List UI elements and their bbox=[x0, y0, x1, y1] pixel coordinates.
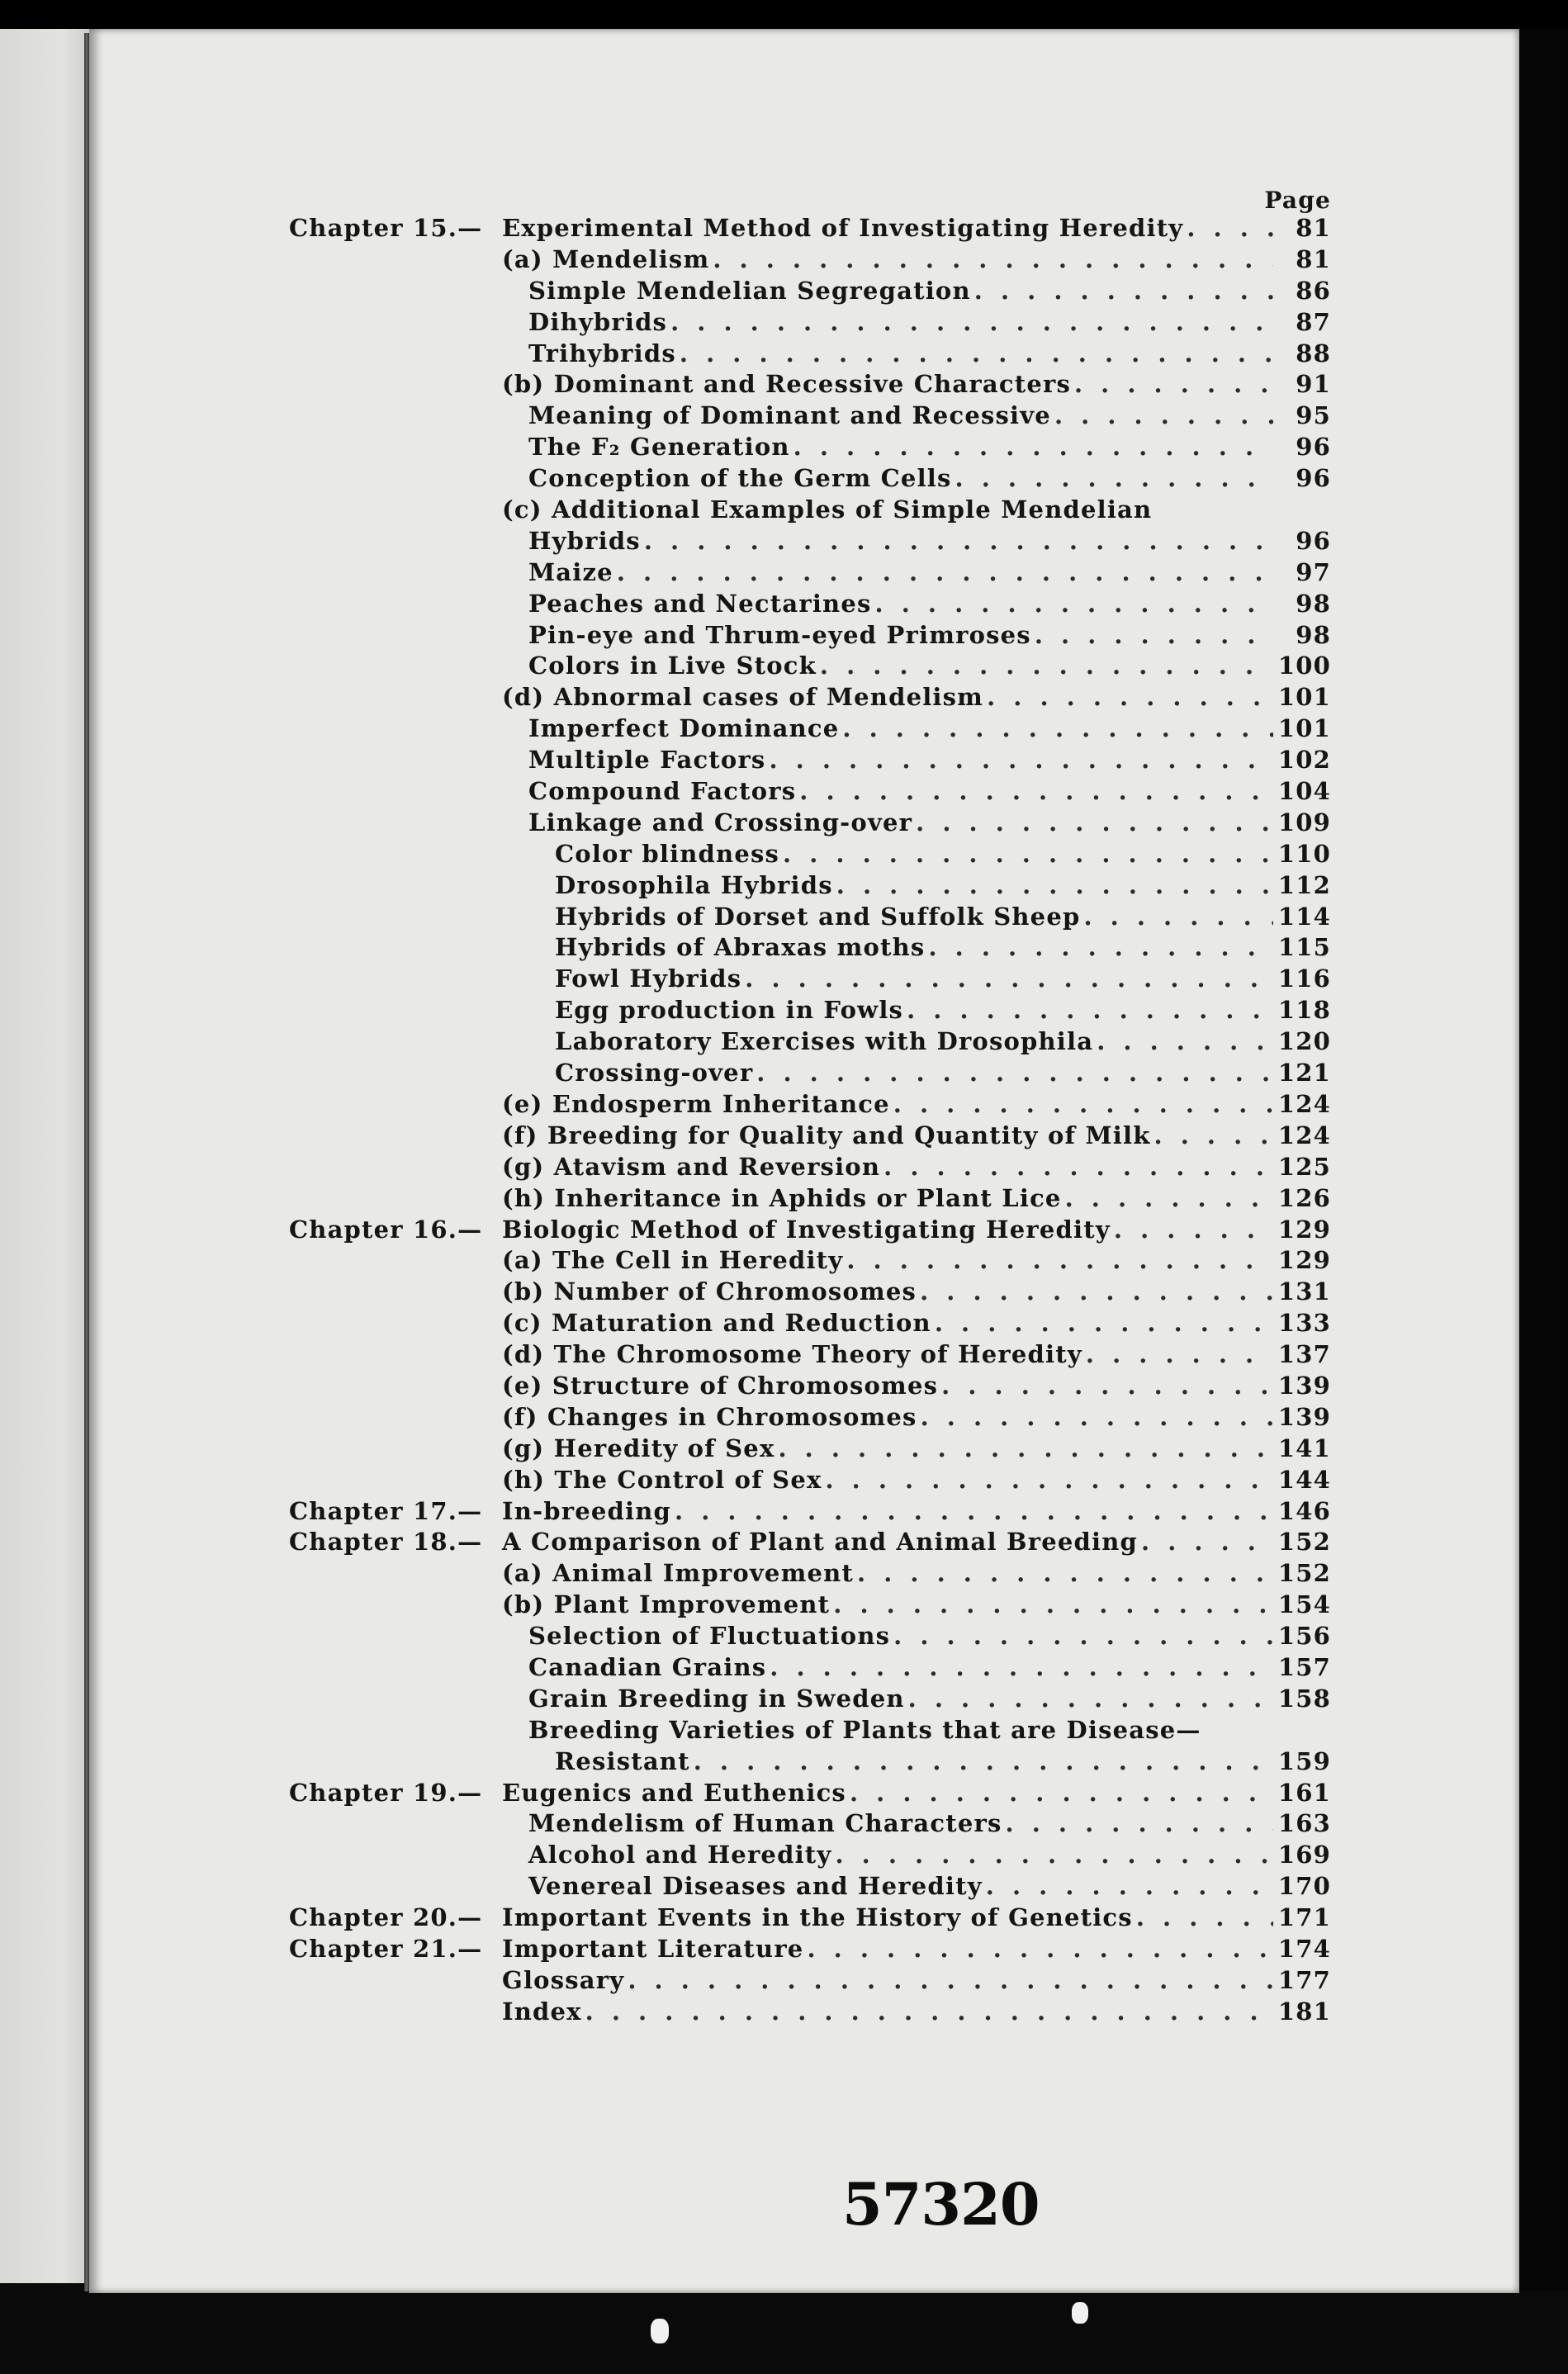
entry-title: (c) Additional Examples of Simple Mendelian bbox=[502, 495, 1153, 524]
dot-leader bbox=[624, 1965, 1273, 1997]
page-number: 102 bbox=[1277, 746, 1331, 775]
toc-entry bbox=[289, 808, 1331, 839]
page-number: 133 bbox=[1277, 1309, 1331, 1338]
dot-leader bbox=[833, 870, 1273, 902]
entry-title: (d) Abnormal cases of Mendelism bbox=[502, 683, 984, 712]
page-number: 96 bbox=[1296, 526, 1331, 555]
page-number: 171 bbox=[1277, 1903, 1331, 1932]
dot-leader bbox=[1002, 1808, 1274, 1840]
page-number: 98 bbox=[1296, 589, 1331, 618]
entry-title: Index bbox=[502, 1997, 582, 2026]
page-number: 100 bbox=[1277, 652, 1331, 680]
page-number: 88 bbox=[1296, 339, 1331, 367]
toc-entry bbox=[289, 839, 1331, 870]
page-number: 169 bbox=[1277, 1841, 1331, 1869]
entry-title: (h) The Control of Sex bbox=[502, 1465, 822, 1494]
dot-leader bbox=[1093, 1026, 1273, 1058]
entry-title: A Comparison of Plant and Animal Breeding bbox=[502, 1528, 1139, 1557]
entry-title: (a) Mendelism bbox=[502, 244, 710, 273]
entry-title: (a) Animal Improvement bbox=[502, 1559, 854, 1588]
entry-title: (d) The Chromosome Theory of Heredity bbox=[502, 1340, 1082, 1369]
entry-title: Linkage and Crossing-over bbox=[528, 808, 913, 836]
page-number: 126 bbox=[1277, 1183, 1331, 1212]
page-number: 101 bbox=[1277, 683, 1331, 712]
page-number: 144 bbox=[1277, 1465, 1331, 1494]
toc-entry bbox=[289, 1121, 1331, 1152]
entry-title: Resistant bbox=[555, 1746, 690, 1775]
toc-entry bbox=[289, 1778, 1331, 1809]
entry-title: Compound Factors bbox=[528, 777, 797, 806]
dot-leader bbox=[925, 932, 1273, 964]
toc-entry bbox=[289, 1746, 1331, 1778]
page-number: 116 bbox=[1277, 964, 1331, 993]
entry-title: (g) Heredity of Sex bbox=[502, 1433, 775, 1462]
chapter-label: Chapter 18.— bbox=[289, 1528, 483, 1557]
toc-entry bbox=[289, 1621, 1331, 1652]
entry-title: (c) Maturation and Reduction bbox=[502, 1309, 931, 1338]
entry-title: Glossary bbox=[502, 1965, 625, 1994]
toc-entry bbox=[289, 713, 1331, 745]
entry-title: Hybrids of Abraxas moths bbox=[555, 933, 926, 962]
toc-entry bbox=[289, 1339, 1331, 1371]
dot-leader bbox=[830, 1590, 1273, 1621]
entry-title: Trihybrids bbox=[528, 339, 676, 367]
entry-title: (g) Atavism and Reversion bbox=[502, 1152, 881, 1181]
dot-leader bbox=[822, 1465, 1273, 1496]
toc-entry bbox=[289, 1058, 1331, 1089]
dot-leader bbox=[872, 589, 1274, 620]
dot-leader bbox=[1082, 1339, 1273, 1371]
toc-entry bbox=[289, 213, 1331, 244]
toc-entry bbox=[289, 1152, 1331, 1183]
page-number: 146 bbox=[1277, 1496, 1331, 1525]
entry-title: Simple Mendelian Segregation bbox=[528, 276, 971, 305]
toc-entry bbox=[289, 1590, 1331, 1621]
dot-leader bbox=[983, 682, 1273, 713]
toc-entry bbox=[289, 463, 1331, 495]
page-number: 104 bbox=[1277, 777, 1331, 806]
toc-entry bbox=[289, 682, 1331, 713]
entry-title: Fowl Hybrids bbox=[555, 964, 742, 993]
scan-speck bbox=[1072, 2302, 1088, 2324]
entry-title: Laboratory Exercises with Drosophila bbox=[555, 1027, 1094, 1056]
page-number: 152 bbox=[1277, 1559, 1331, 1588]
dot-leader bbox=[1138, 1527, 1273, 1558]
page-number: 170 bbox=[1277, 1872, 1331, 1901]
page-number: 115 bbox=[1277, 933, 1331, 962]
entry-title: Colors in Live Stock bbox=[528, 652, 817, 680]
toc-entry bbox=[289, 870, 1331, 902]
entry-title: Important Events in the History of Genetics bbox=[502, 1903, 1133, 1932]
page-number: 97 bbox=[1296, 557, 1331, 586]
dot-leader bbox=[753, 1058, 1273, 1089]
page-number: 91 bbox=[1296, 370, 1331, 399]
dot-leader bbox=[741, 964, 1273, 995]
entry-title: Drosophila Hybrids bbox=[555, 870, 833, 899]
entry-title: (b) Plant Improvement bbox=[502, 1590, 831, 1619]
page-number: 163 bbox=[1277, 1809, 1331, 1838]
toc-entry bbox=[289, 1245, 1331, 1277]
toc-entry bbox=[289, 1496, 1331, 1528]
toc-entry bbox=[289, 1871, 1331, 1903]
dot-leader bbox=[843, 1245, 1273, 1277]
dot-leader bbox=[765, 745, 1273, 776]
entry-title: Hybrids of Dorset and Suffolk Sheep bbox=[555, 902, 1081, 931]
page-number: 129 bbox=[1277, 1215, 1331, 1244]
toc-entry bbox=[289, 1997, 1331, 2028]
toc-entry bbox=[289, 1558, 1331, 1590]
page-number: 181 bbox=[1277, 1997, 1331, 2026]
toc-entry bbox=[289, 1840, 1331, 1871]
dot-leader bbox=[983, 1871, 1273, 1903]
entry-title: (h) Inheritance in Aphids or Plant Lice bbox=[502, 1183, 1062, 1212]
binding-gutter bbox=[84, 33, 89, 2291]
dot-leader bbox=[912, 808, 1273, 839]
toc-entry bbox=[289, 432, 1331, 463]
dot-leader bbox=[766, 1652, 1273, 1684]
page-number: 86 bbox=[1296, 276, 1331, 305]
page-number: 159 bbox=[1277, 1746, 1331, 1775]
page-number: 174 bbox=[1277, 1934, 1331, 1963]
entry-title: Grain Breeding in Sweden bbox=[528, 1684, 905, 1713]
toc-entry bbox=[289, 1215, 1331, 1246]
entry-title: Dihybrids bbox=[528, 307, 668, 336]
page-number: 114 bbox=[1277, 902, 1331, 931]
entry-title: (f) Changes in Chromosomes bbox=[502, 1402, 917, 1431]
page-number: 98 bbox=[1296, 620, 1331, 649]
dot-leader bbox=[1062, 1183, 1273, 1215]
toc-entry bbox=[289, 1089, 1331, 1121]
page-number: 124 bbox=[1277, 1089, 1331, 1118]
dot-leader bbox=[690, 1746, 1273, 1778]
entry-title: Crossing-over bbox=[555, 1059, 754, 1087]
dot-leader bbox=[1080, 902, 1273, 933]
toc-entry bbox=[289, 307, 1331, 339]
entry-title: Venereal Diseases and Heredity bbox=[528, 1872, 983, 1901]
toc-entry bbox=[289, 276, 1331, 307]
chapter-label: Chapter 21.— bbox=[289, 1934, 483, 1963]
chapter-label: Chapter 17.— bbox=[289, 1496, 483, 1525]
dot-leader bbox=[903, 995, 1273, 1026]
dot-leader bbox=[1133, 1903, 1273, 1934]
toc-entry bbox=[289, 776, 1331, 808]
entry-title: Selection of Fluctuations bbox=[528, 1622, 891, 1651]
toc-entry bbox=[289, 1652, 1331, 1684]
entry-title: Experimental Method of Investigating Heredity bbox=[502, 214, 1184, 242]
dot-leader bbox=[938, 1371, 1273, 1402]
dot-leader bbox=[1031, 620, 1273, 652]
entry-title: Egg production in Fowls bbox=[555, 996, 904, 1025]
scan-top-edge bbox=[0, 0, 1568, 29]
dot-leader bbox=[952, 463, 1273, 495]
entry-title: Breeding Varieties of Plants that are Disease— bbox=[528, 1715, 1201, 1744]
entry-title: Multiple Factors bbox=[528, 746, 766, 775]
page-number: 129 bbox=[1277, 1246, 1331, 1275]
entry-title: (b) Number of Chromosomes bbox=[502, 1277, 917, 1306]
toc-entry bbox=[289, 995, 1331, 1026]
dot-leader bbox=[803, 1934, 1273, 1965]
dot-leader bbox=[890, 1621, 1273, 1652]
page-number: 87 bbox=[1296, 307, 1331, 336]
dot-leader bbox=[817, 651, 1273, 682]
page-number: 121 bbox=[1277, 1059, 1331, 1087]
entry-title: Eugenics and Euthenics bbox=[502, 1778, 846, 1807]
toc-entry bbox=[289, 400, 1331, 432]
entry-title: Peaches and Nectarines bbox=[528, 589, 872, 618]
entry-title: (e) Structure of Chromosomes bbox=[502, 1371, 939, 1400]
scan-bottom-edge bbox=[0, 2293, 1568, 2374]
toc-entry bbox=[289, 964, 1331, 995]
dot-leader bbox=[854, 1558, 1273, 1590]
toc-entry bbox=[289, 1433, 1331, 1465]
page-number: 156 bbox=[1277, 1622, 1331, 1651]
entry-title: (e) Endosperm Inheritance bbox=[502, 1089, 890, 1118]
dot-leader bbox=[667, 307, 1273, 339]
page-number: 157 bbox=[1277, 1652, 1331, 1681]
page-number: 96 bbox=[1296, 433, 1331, 462]
dot-leader bbox=[880, 1152, 1273, 1183]
toc-entry bbox=[289, 495, 1331, 526]
toc-entry bbox=[289, 620, 1331, 652]
page-number: 95 bbox=[1296, 401, 1331, 430]
toc-entry bbox=[289, 526, 1331, 557]
dot-leader bbox=[846, 1778, 1273, 1809]
toc-entry bbox=[289, 1277, 1331, 1308]
page-number: 125 bbox=[1277, 1152, 1331, 1181]
entry-title: In-breeding bbox=[502, 1496, 671, 1525]
toc-entry bbox=[289, 651, 1331, 682]
entry-title: Conception of the Germ Cells bbox=[528, 464, 952, 493]
scan-speck bbox=[651, 2319, 669, 2343]
toc-entry bbox=[289, 1715, 1331, 1746]
dot-leader bbox=[613, 557, 1273, 589]
page-number: 101 bbox=[1277, 714, 1331, 743]
page-number: 81 bbox=[1296, 214, 1331, 242]
page-number: 139 bbox=[1277, 1402, 1331, 1431]
page-number: 152 bbox=[1277, 1528, 1331, 1557]
page-number: 109 bbox=[1277, 808, 1331, 836]
entry-title: Imperfect Dominance bbox=[528, 714, 840, 743]
dot-leader bbox=[775, 1433, 1273, 1465]
chapter-label: Chapter 15.— bbox=[289, 214, 483, 242]
dot-leader bbox=[971, 276, 1273, 307]
scan-right-edge bbox=[1519, 29, 1568, 2291]
toc-entry bbox=[289, 1402, 1331, 1433]
dot-leader bbox=[796, 776, 1273, 808]
dot-leader bbox=[676, 339, 1273, 370]
entry-title: Mendelism of Human Characters bbox=[528, 1809, 1002, 1838]
toc-rows bbox=[289, 213, 1331, 2028]
toc-entry bbox=[289, 1465, 1331, 1496]
dot-leader bbox=[641, 526, 1273, 557]
dot-leader bbox=[582, 1997, 1273, 2028]
toc-entry bbox=[289, 1903, 1331, 1934]
toc-entry bbox=[289, 1026, 1331, 1058]
dot-leader bbox=[1151, 1121, 1273, 1152]
entry-title: Maize bbox=[528, 557, 613, 586]
entry-title: Pin-eye and Thrum-eyed Primroses bbox=[528, 620, 1031, 649]
entry-title: (b) Dominant and Recessive Characters bbox=[502, 370, 1071, 399]
entry-title: Alcohol and Heredity bbox=[528, 1841, 832, 1869]
chapter-label: Chapter 19.— bbox=[289, 1778, 483, 1807]
page-number: 110 bbox=[1277, 839, 1331, 868]
page-number: 154 bbox=[1277, 1590, 1331, 1619]
toc-entry bbox=[289, 932, 1331, 964]
dot-leader bbox=[931, 1308, 1273, 1339]
entry-title: Important Literature bbox=[502, 1934, 804, 1963]
chapter-label: Chapter 20.— bbox=[289, 1903, 483, 1932]
page-number: 112 bbox=[1277, 870, 1331, 899]
dot-leader bbox=[1051, 400, 1273, 432]
entry-title: The F₂ Generation bbox=[528, 433, 790, 462]
page-number: 158 bbox=[1277, 1684, 1331, 1713]
page-column-heading: Page bbox=[1264, 187, 1331, 214]
toc-entry bbox=[289, 244, 1331, 276]
dot-leader bbox=[779, 839, 1273, 870]
entry-title: Color blindness bbox=[555, 839, 780, 868]
dot-leader bbox=[917, 1277, 1273, 1308]
dot-leader bbox=[905, 1684, 1273, 1715]
toc-entry bbox=[289, 1808, 1331, 1840]
page-number: 96 bbox=[1296, 464, 1331, 493]
toc-entry bbox=[289, 902, 1331, 933]
page-number: 177 bbox=[1277, 1965, 1331, 1994]
toc-entry bbox=[289, 589, 1331, 620]
dot-leader bbox=[709, 244, 1273, 276]
toc-entry bbox=[289, 1183, 1331, 1215]
page-number: 161 bbox=[1277, 1778, 1331, 1807]
toc-entry bbox=[289, 1965, 1331, 1997]
toc-entry bbox=[289, 1527, 1331, 1558]
chapter-label: Chapter 16.— bbox=[289, 1215, 483, 1244]
toc-entry bbox=[289, 339, 1331, 370]
page-number: 139 bbox=[1277, 1371, 1331, 1400]
dot-leader bbox=[839, 713, 1273, 745]
entry-title: Meaning of Dominant and Recessive bbox=[528, 401, 1051, 430]
dot-leader bbox=[790, 432, 1273, 463]
toc-entry bbox=[289, 557, 1331, 589]
toc-entry bbox=[289, 369, 1331, 400]
dot-leader bbox=[890, 1089, 1273, 1121]
entry-title: Biologic Method of Investigating Heredity bbox=[502, 1215, 1111, 1244]
toc-entry bbox=[289, 1308, 1331, 1339]
entry-title: Hybrids bbox=[528, 526, 641, 555]
toc-entry bbox=[289, 1934, 1331, 1965]
dot-leader bbox=[1183, 213, 1273, 244]
entry-title: Canadian Grains bbox=[528, 1652, 767, 1681]
dot-leader bbox=[917, 1402, 1273, 1433]
toc-entry bbox=[289, 1684, 1331, 1715]
page-number: 124 bbox=[1277, 1121, 1331, 1149]
page-number: 120 bbox=[1277, 1027, 1331, 1056]
table-of-contents bbox=[289, 188, 1331, 2028]
entry-title: (f) Breeding for Quality and Quantity of Milk bbox=[502, 1121, 1151, 1149]
entry-title: (a) The Cell in Heredity bbox=[502, 1246, 844, 1275]
left-page-edge bbox=[0, 29, 89, 2283]
accession-number-stamp: 57320 bbox=[842, 2170, 1040, 2239]
page-number: 131 bbox=[1277, 1277, 1331, 1306]
toc-entry bbox=[289, 1371, 1331, 1402]
page-number: 118 bbox=[1277, 996, 1331, 1025]
dot-leader bbox=[1071, 369, 1273, 400]
page-number: 81 bbox=[1296, 244, 1331, 273]
toc-entry bbox=[289, 745, 1331, 776]
page-number: 137 bbox=[1277, 1340, 1331, 1369]
page-number: 141 bbox=[1277, 1433, 1331, 1462]
dot-leader bbox=[831, 1840, 1273, 1871]
dot-leader bbox=[671, 1496, 1273, 1528]
dot-leader bbox=[1111, 1215, 1273, 1246]
